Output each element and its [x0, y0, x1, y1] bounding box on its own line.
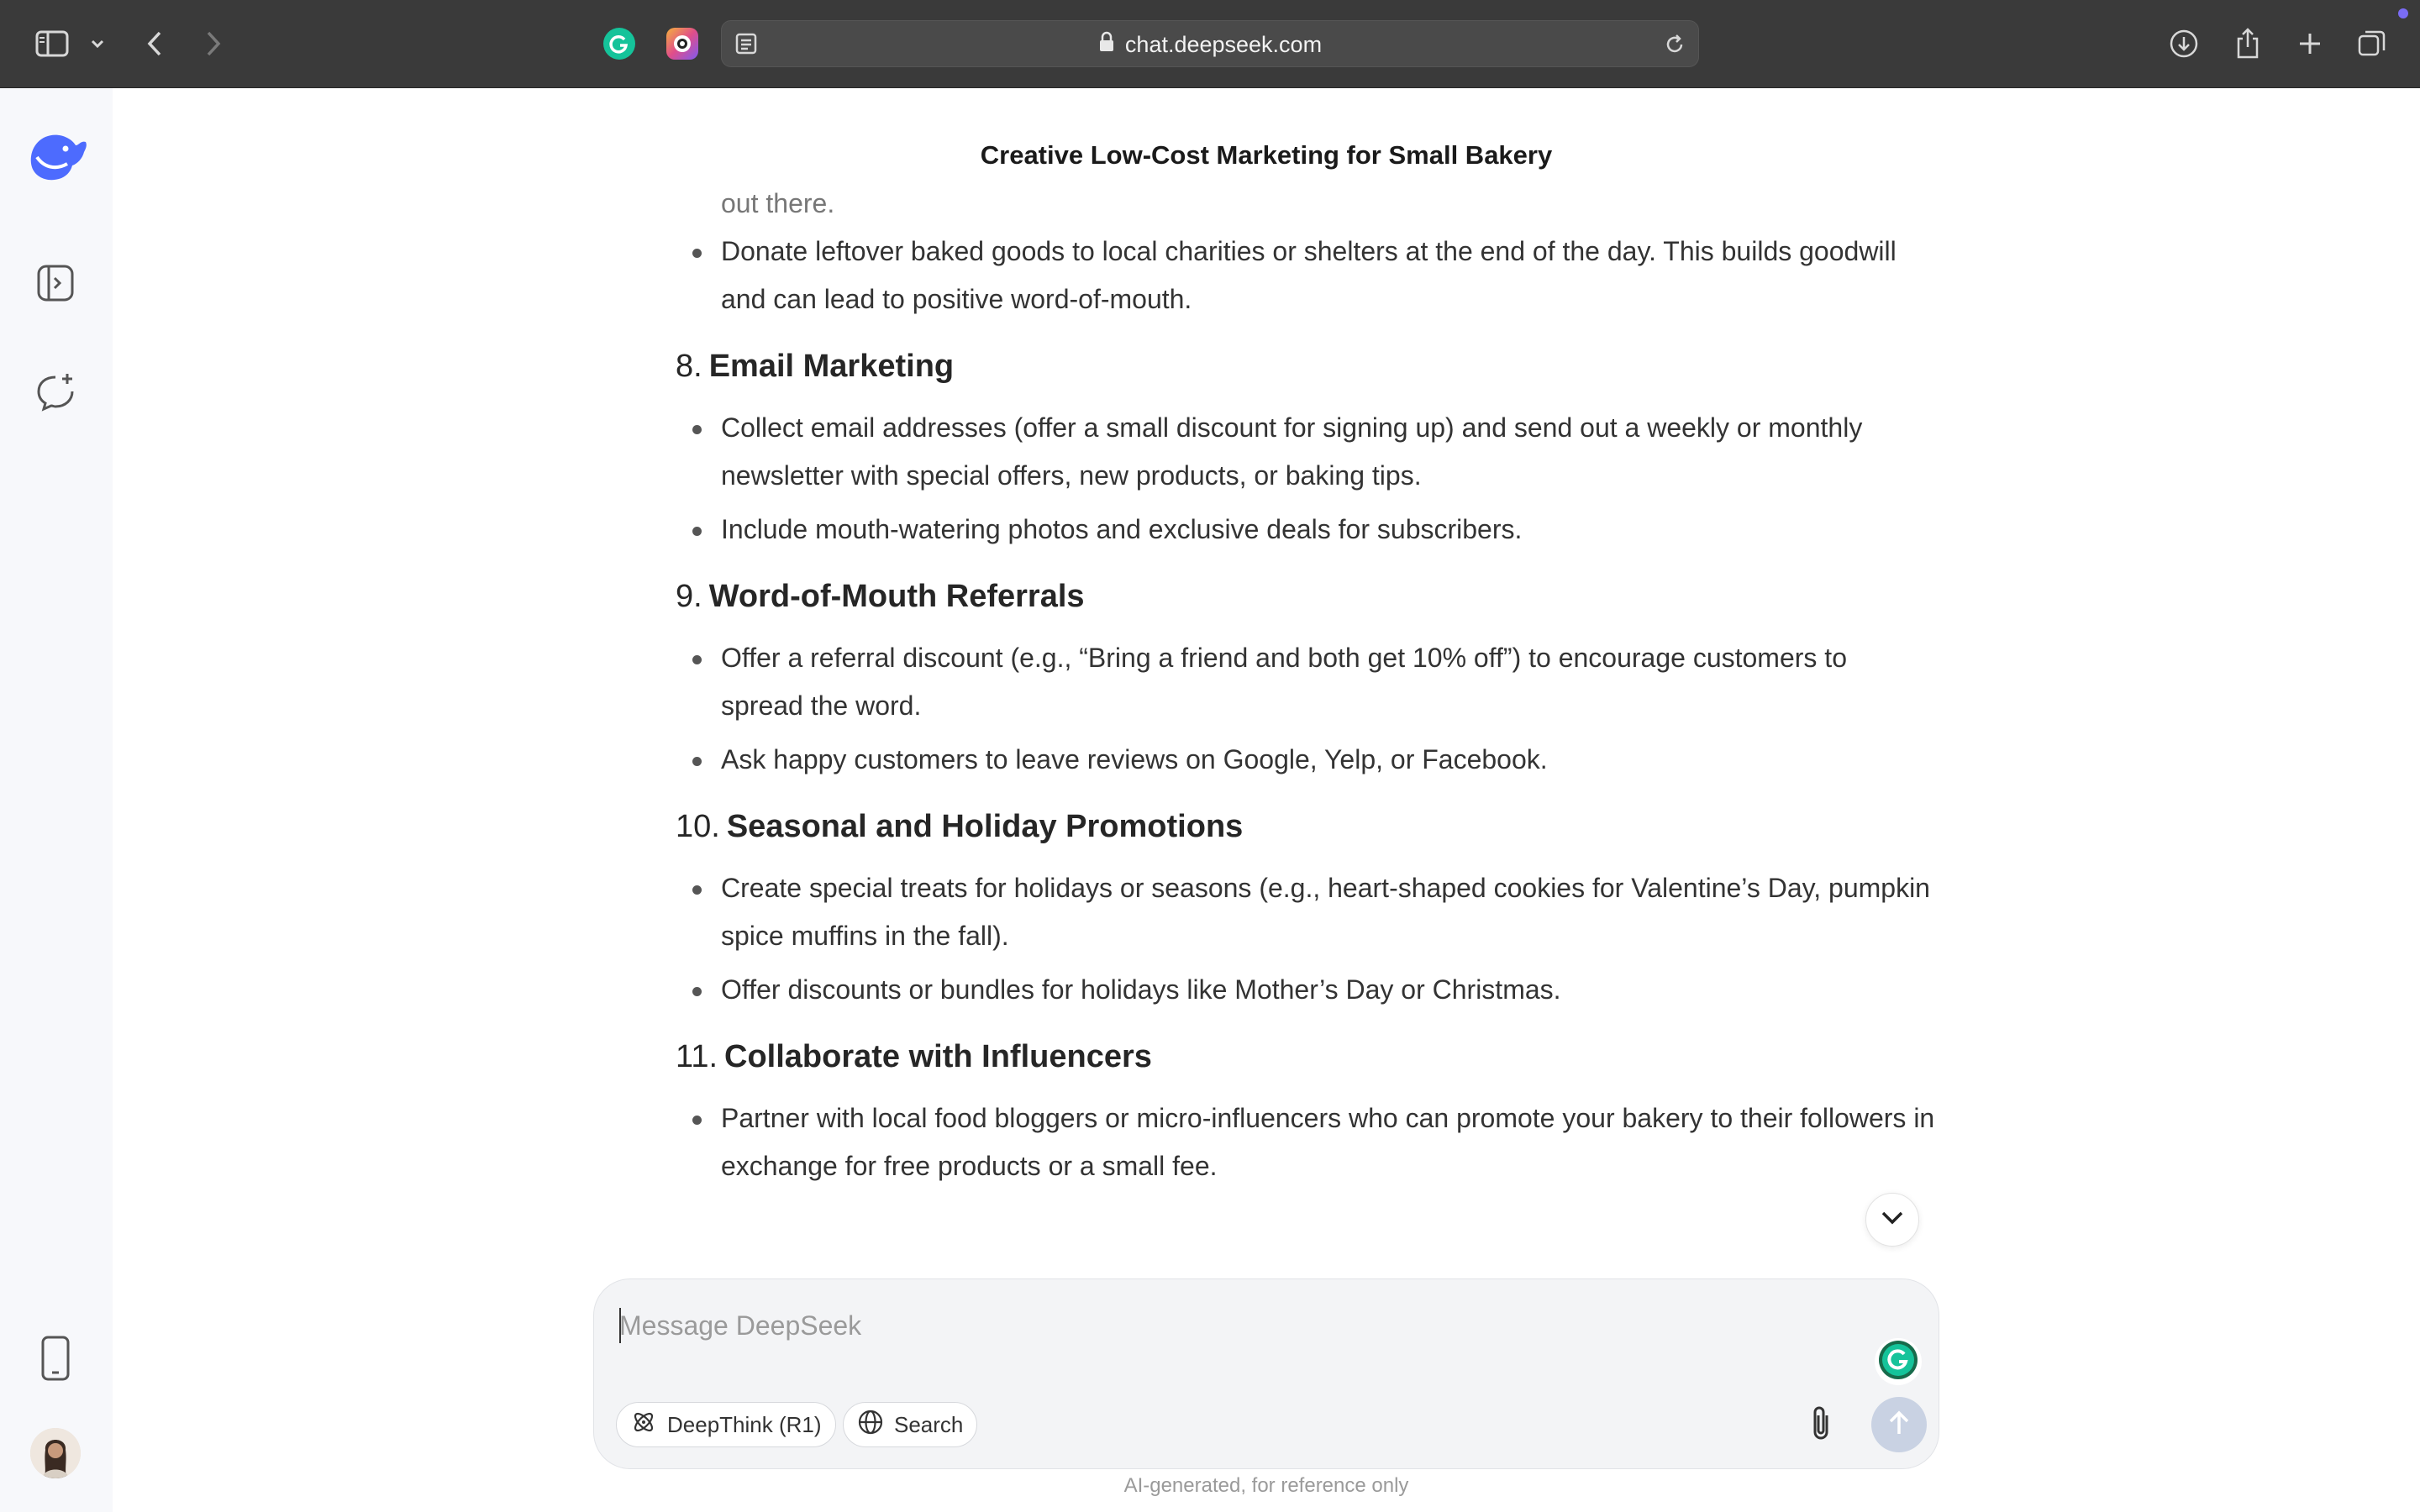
atom-icon: [630, 1409, 657, 1441]
browser-toolbar: [0, 0, 2420, 88]
new-tab-icon[interactable]: [2289, 18, 2331, 69]
list-item: Collect email addresses (offer a small discount for signing up) and send out a weekly or monthly newsletter with special offers, new products, or baking tips.: [676, 404, 1936, 500]
bullet-list: [676, 634, 1936, 784]
list-item: Ask happy customers to leave reviews on Google, Yelp, or Facebook.: [676, 736, 1936, 784]
extension-icon[interactable]: [666, 28, 698, 60]
paperclip-icon: [1808, 1404, 1833, 1448]
list-item: Create special treats for holidays or seasons (e.g., heart-shaped cookies for Valentine’s Day, pumpkin spice muffins in the fall).: [676, 864, 1936, 960]
back-icon[interactable]: [138, 18, 171, 69]
grammarly-button[interactable]: [1875, 1338, 1922, 1385]
grammarly-icon: [1877, 1339, 1919, 1385]
deepseek-logo-icon[interactable]: [25, 130, 89, 184]
disclaimer-note: AI-generated, for reference only: [1123, 1474, 1409, 1497]
mobile-app-icon[interactable]: [29, 1331, 82, 1385]
open-sidebar-icon[interactable]: [29, 256, 82, 310]
downloads-icon[interactable]: [2163, 18, 2205, 69]
send-button[interactable]: [1871, 1397, 1927, 1452]
search-button[interactable]: [843, 1402, 977, 1447]
deepthink-label: DeepThink (R1): [667, 1411, 822, 1437]
bullet-list: [676, 864, 1936, 1014]
share-icon[interactable]: [2227, 18, 2269, 69]
text-caret: [619, 1308, 621, 1343]
deepthink-button[interactable]: [616, 1402, 836, 1447]
list-item: Include mouth-watering photos and exclusive deals for subscribers.: [676, 506, 1936, 554]
assistant-message: [676, 180, 1936, 1272]
scroll-to-bottom-button[interactable]: [1865, 1193, 1919, 1247]
new-chat-icon[interactable]: [29, 365, 82, 419]
avatar[interactable]: [30, 1428, 81, 1478]
message-text: out there.: [721, 188, 835, 218]
list-item: Donate leftover baked goods to local charities or shelters at the end of the day. This builds goodwill and can lead to positive word-of-mouth.: [676, 228, 1936, 323]
reload-icon[interactable]: [1663, 33, 1686, 60]
forward-icon[interactable]: [197, 18, 230, 69]
sidebar: [0, 88, 113, 1512]
chevron-down-icon: [1880, 1210, 1905, 1231]
chevron-down-icon[interactable]: [86, 18, 109, 69]
grammarly-extension-icon[interactable]: [603, 28, 635, 60]
list-item: Partner with local food bloggers or micro-influencers who can promote your bakery to their followers in exchange for free products or a small fee.: [676, 1095, 1936, 1190]
notification-dot: [2398, 8, 2408, 18]
search-label: Search: [894, 1411, 964, 1437]
bullet-list: [676, 228, 1936, 323]
list-item: Offer discounts or bundles for holidays like Mother’s Day or Christmas.: [676, 966, 1936, 1014]
section-heading: 10. Seasonal and Holiday Promotions: [676, 809, 1244, 844]
list-item: Offer a referral discount (e.g., “Bring a friend and both get 10% off”) to encourage customers to spread the word.: [676, 634, 1936, 730]
arrow-up-icon: [1886, 1409, 1912, 1441]
lock-icon: [1098, 31, 1115, 59]
globe-icon: [857, 1409, 884, 1441]
bullet-list: [676, 1095, 1936, 1190]
section-heading: 9. Word-of-Mouth Referrals: [676, 579, 1085, 614]
sidebar-toggle-icon[interactable]: [30, 18, 74, 69]
url-text: chat.deepseek.com: [1124, 31, 1323, 57]
section-heading: 8. Email Marketing: [676, 349, 955, 384]
section-heading: 11. Collaborate with Influencers: [676, 1039, 1152, 1074]
attach-button[interactable]: [1797, 1402, 1844, 1449]
message-input[interactable]: [619, 1305, 1796, 1347]
bullet-list: [676, 404, 1936, 554]
message-composer: [593, 1278, 1939, 1469]
tab-overview-icon[interactable]: [2351, 18, 2393, 69]
chat-title: Creative Low-Cost Marketing for Small Bakery: [113, 134, 2420, 176]
address-bar[interactable]: [721, 20, 1699, 67]
